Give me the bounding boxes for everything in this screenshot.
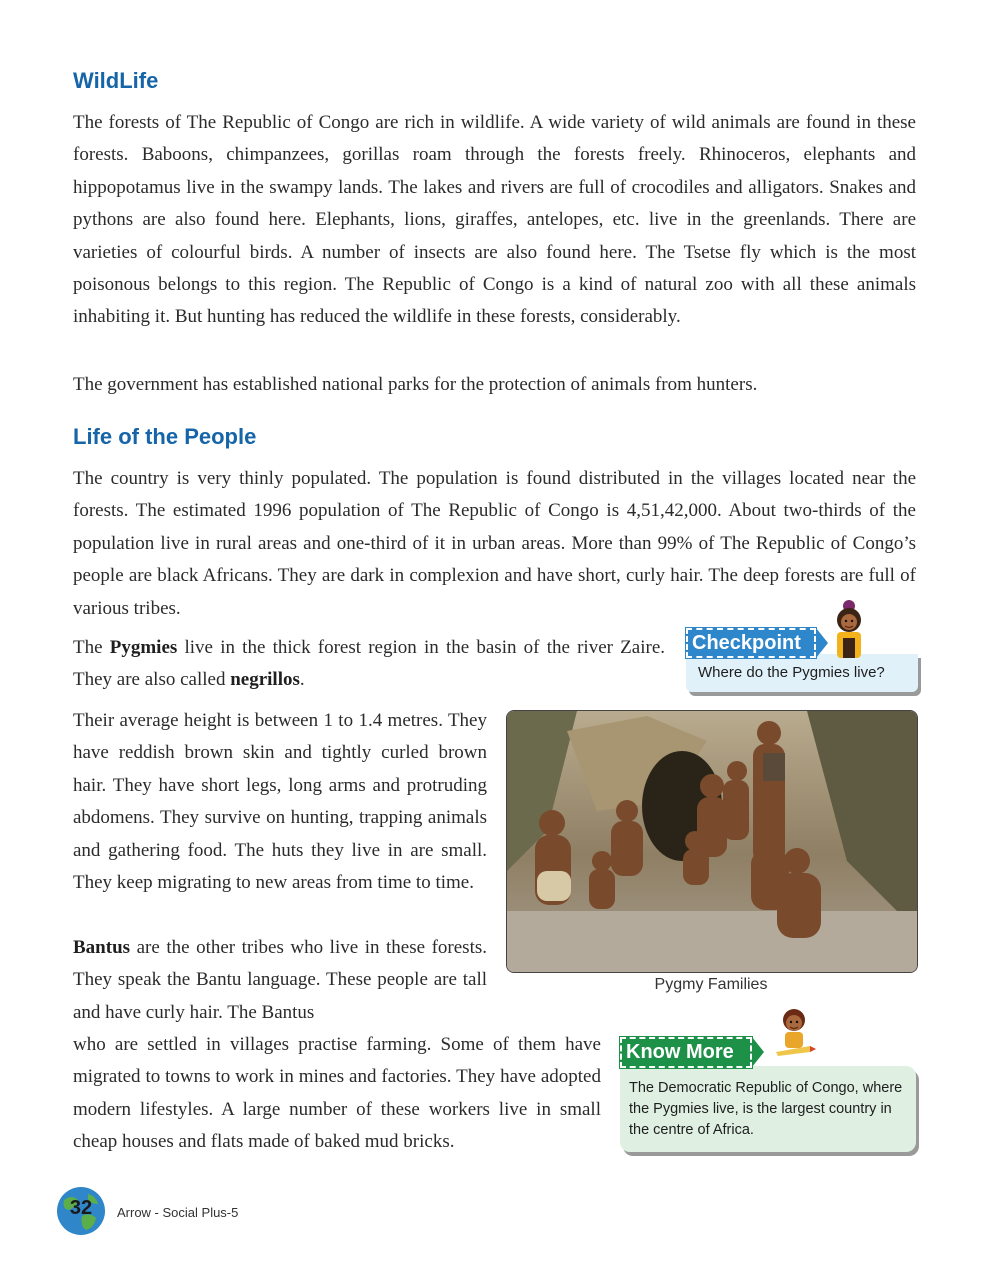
know-more-text: The Democratic Republic of Congo, where the Pygmies live, is the largest country in the centre of Africa. [629, 1080, 903, 1138]
bantus-term: Bantus [73, 937, 131, 958]
know-more-label: Know More [620, 1037, 752, 1068]
pygmies-text: live in the thick forest region in the basin of the river Zaire. They are also called [73, 637, 665, 691]
negrillos-end: . [299, 669, 305, 691]
checkpoint-body [686, 654, 918, 692]
boy-mascot-icon [770, 1008, 818, 1064]
know-more-arrow-icon [752, 1037, 764, 1067]
negrillos-term: negrillos [230, 669, 300, 691]
bantus-paragraph [73, 932, 487, 1029]
section-heading-wildlife: WildLife [73, 68, 159, 93]
photo-caption: Pygmy Families [654, 976, 768, 993]
pygmies-intro: The [73, 637, 103, 658]
national-parks-paragraph: The government has established national parks for the protection of animals from hunters. [73, 374, 758, 395]
book-title: Arrow - Social Plus-5 [117, 1205, 239, 1220]
section-heading-people: Life of the People [73, 424, 257, 449]
bantus-text: are the other tribes who live in these forests. They speak the Bantu language. These people are tall and have curly hair. The Bantus [73, 937, 488, 1023]
checkpoint-question: Where do the Pygmies live? [698, 664, 885, 681]
wildlife-paragraph: The forests of The Republic of Congo are rich in wildlife. A wide variety of wild animals are found in these forests. Baboons, chimpanzees, gorillas roam through the forests freely. Rhinoceros, elephants and hippopotamus live in the swampy lands. The lakes and rivers are full of crocodiles and alligators. Snakes and pythons are also found here. Elephants, lions, giraffes, antelopes, etc. live in the greenlands. There are varieties of colourful birds. A number of insects are also found here. The Tsetse fly which is the most poisonous belongs to this region. The Republic of Congo is a kind of natural zoo with all these animals inhabiting it. But hunting has reduced the wildlife in these forests, considerably. [73, 112, 916, 328]
girl-mascot-icon [832, 598, 866, 660]
pygmy-families-photo [506, 710, 918, 973]
pygmies-paragraph [73, 632, 665, 697]
checkpoint-arrow-icon [816, 628, 828, 658]
pygmies-description: Their average height is between 1 to 1.4 metres. They have reddish brown skin and tightly curled brown hair. They have short legs, long arms and protruding abdomens. They survive on hunting, trapping animals and gathering food. The huts they live in are small. They keep migrating to new areas from time to time. [73, 710, 487, 894]
know-more-body [620, 1066, 916, 1152]
pygmies-term: Pygmies [109, 637, 178, 658]
population-paragraph: The country is very thinly populated. The population is found distributed in the villages located near the forests. The estimated 1996 population of The Republic of Congo is 4,51,42,000. About two-thirds of the population live in rural areas and one-third of it in urban areas. More than 99% of The Republic of Congo’s people are black Africans. They are dark in complexion and have short, curly hair. The deep forests are full of various tribes. [73, 468, 916, 619]
checkpoint-label: Checkpoint [686, 628, 816, 658]
bantus-continued: who are settled in villages practise farming. Some of them have migrated to towns to work in mines and factories. They have adopted modern lifestyles. A large number of these workers live in small cheap houses and flats made of baked mud bricks. [73, 1034, 601, 1153]
page-number: 32 [69, 1197, 93, 1219]
